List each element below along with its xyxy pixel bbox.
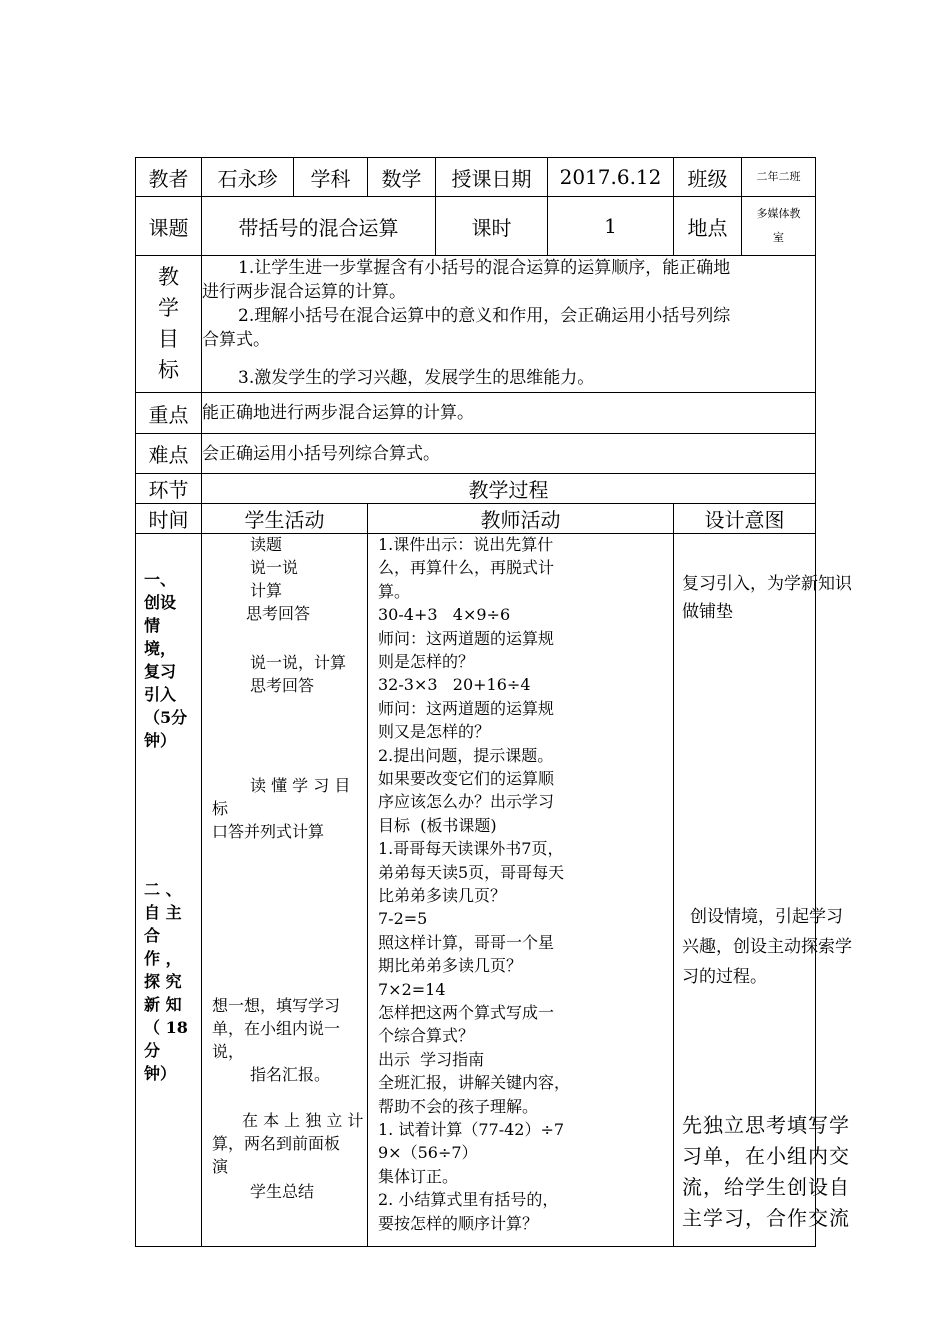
col-student: 学生活动 bbox=[202, 504, 368, 534]
student-line: 单，在小组内说一 bbox=[212, 1019, 341, 1038]
teacher-line: 2.提出问题，提示课题。 bbox=[378, 745, 554, 765]
goals-text: 1.让学生进一步掌握含有小括号的混合运算的运算顺序，能正确地 进行两步混合运算的计算。 2.理解小括号在混合运算中的意义和作用，会正确运用小括号列综 合算式。 3.激发学生的学习兴趣，发展学生的思维能力。 bbox=[202, 256, 816, 393]
col-teacher: 教师活动 bbox=[368, 504, 674, 534]
teacher-line: 目标 (板书课题) bbox=[378, 815, 497, 835]
teacher-line: 照这样计算，哥哥一个星 bbox=[378, 932, 555, 952]
teacher-line: 30-4+3 4×9÷6 bbox=[378, 605, 511, 625]
student-line: 说， bbox=[212, 1042, 245, 1061]
student-line: 标 bbox=[212, 799, 229, 818]
teacher-line: 则又是怎样的？ bbox=[378, 722, 491, 742]
student-line: 思考回答 bbox=[250, 676, 315, 695]
link-label: 环节 bbox=[136, 474, 202, 504]
teacher-line: 1.哥哥每天读课外书7页， bbox=[378, 839, 564, 859]
intent-line: 习的过程。 bbox=[682, 967, 767, 987]
class-label: 班级 bbox=[674, 158, 742, 197]
class-value: 二年二班 bbox=[742, 158, 816, 197]
student-line: 思考回答 bbox=[246, 604, 311, 623]
teacher-line: 比弟弟多读几页？ bbox=[378, 886, 507, 905]
teacher-label: 教者 bbox=[136, 158, 202, 197]
subject-value: 数学 bbox=[368, 158, 436, 197]
hours-value: 1 bbox=[548, 197, 674, 256]
teacher-line: 7×2=14 bbox=[378, 979, 446, 999]
student-line: 说一说，计算 bbox=[250, 653, 347, 672]
key-point-text: 能正确地进行两步混合运算的计算。 bbox=[202, 393, 816, 434]
teacher-activity-text bbox=[368, 534, 673, 1246]
teacher-line: 2. 小结算式里有括号的， bbox=[378, 1190, 559, 1210]
section2-label: 二 、 自 主 合 作 ， 探 究 新 知 （ 18 分 钟） bbox=[144, 880, 188, 1083]
student-line: 演 bbox=[212, 1157, 229, 1176]
intent-line: 习单，在小组内交 bbox=[682, 1144, 850, 1168]
teacher-line: 师问：这两道题的运算规 bbox=[378, 698, 555, 718]
hours-label: 课时 bbox=[436, 197, 548, 256]
student-line: 口答并列式计算 bbox=[212, 822, 325, 841]
teacher-line: 帮助不会的孩子理解。 bbox=[378, 1096, 539, 1116]
teacher-line: 则是怎样的？ bbox=[378, 652, 475, 671]
teacher-line: 算。 bbox=[378, 581, 411, 601]
teacher-line: 9×（56÷7） bbox=[378, 1143, 478, 1163]
student-line: 读 懂 学 习 目 bbox=[250, 776, 351, 795]
student-line: 想一想，填写学习 bbox=[212, 996, 341, 1015]
teacher-name: 石永珍 bbox=[202, 158, 294, 197]
teacher-line: 出示 学习指南 bbox=[378, 1049, 485, 1069]
student-line: 在 本 上 独 立 计 bbox=[242, 1111, 364, 1130]
teacher-line: 7-2=5 bbox=[378, 909, 428, 929]
difficulty-label: 难点 bbox=[136, 434, 202, 474]
intent-line: 流，给学生创设自 bbox=[682, 1175, 850, 1199]
intent-line: 兴趣，创设主动探索学 bbox=[682, 937, 852, 957]
col-time: 时间 bbox=[136, 504, 202, 534]
student-line: 算，两名到前面板 bbox=[212, 1134, 341, 1153]
date-label: 授课日期 bbox=[436, 158, 548, 197]
time-cell bbox=[136, 534, 202, 1247]
teacher-line: 序应该怎么办？出示学习 bbox=[378, 792, 555, 812]
student-line: 计算 bbox=[250, 581, 283, 600]
goals-label: 教 学 目 标 bbox=[136, 256, 202, 393]
student-line: 说一说 bbox=[250, 558, 299, 577]
topic-label: 课题 bbox=[136, 197, 202, 256]
place-value: 多媒体教 室 bbox=[742, 197, 816, 256]
col-intent: 设计意图 bbox=[674, 504, 816, 534]
teacher-line: 个综合算式？ bbox=[378, 1026, 475, 1046]
difficulty-text: 会正确运用小括号列综合算式。 bbox=[202, 434, 816, 474]
teacher-line: 弟弟每天读5页，哥哥每天 bbox=[378, 862, 565, 882]
student-line: 指名汇报。 bbox=[250, 1065, 331, 1084]
key-point-label: 重点 bbox=[136, 393, 202, 434]
teacher-line: 全班汇报，讲解关键内容， bbox=[378, 1073, 571, 1093]
lesson-plan-table bbox=[135, 157, 852, 1247]
student-line: 读题 bbox=[250, 535, 283, 554]
teacher-line: 期比弟弟多读几页？ bbox=[378, 956, 523, 976]
intent-line: 创设情境，引起学习 bbox=[690, 907, 843, 927]
teacher-line: 怎样把这两个算式写成一 bbox=[378, 1003, 555, 1022]
intent-line: 复习引入，为学新知识 bbox=[682, 574, 852, 594]
design-intent-cell bbox=[674, 534, 852, 1247]
intent-line: 主学习，合作交流 bbox=[682, 1206, 850, 1230]
topic-value: 带括号的混合运算 bbox=[202, 197, 436, 256]
date-value: 2017.6.12 bbox=[548, 158, 674, 197]
teacher-line: 集体订正。 bbox=[378, 1166, 459, 1186]
teacher-line: 如果要改变它们的运算顺 bbox=[378, 769, 555, 788]
subject-label: 学科 bbox=[294, 158, 368, 197]
teacher-line: 1. 试着计算（77-42）÷7 bbox=[378, 1120, 565, 1139]
section1-label: 一、 创设 情 境， 复习 引入 （5分 钟） bbox=[144, 570, 188, 750]
teacher-line: 要按怎样的顺序计算？ bbox=[378, 1213, 539, 1233]
student-activity-cell bbox=[202, 534, 368, 1247]
teacher-line: 么，再算什么，再脱式计 bbox=[378, 558, 555, 578]
teacher-line: 32-3×3 20+16÷4 bbox=[378, 675, 531, 695]
process-label: 教学过程 bbox=[202, 474, 816, 504]
teacher-activity-cell bbox=[368, 534, 674, 1247]
student-line: 学生总结 bbox=[250, 1182, 315, 1201]
place-label: 地点 bbox=[674, 197, 742, 256]
teacher-line: 师问：这两道题的运算规 bbox=[378, 628, 555, 648]
intent-line: 做铺垫 bbox=[682, 602, 733, 622]
intent-line: 先独立思考填写学 bbox=[682, 1113, 850, 1137]
teacher-line: 1.课件出示：说出先算什 bbox=[378, 535, 554, 554]
